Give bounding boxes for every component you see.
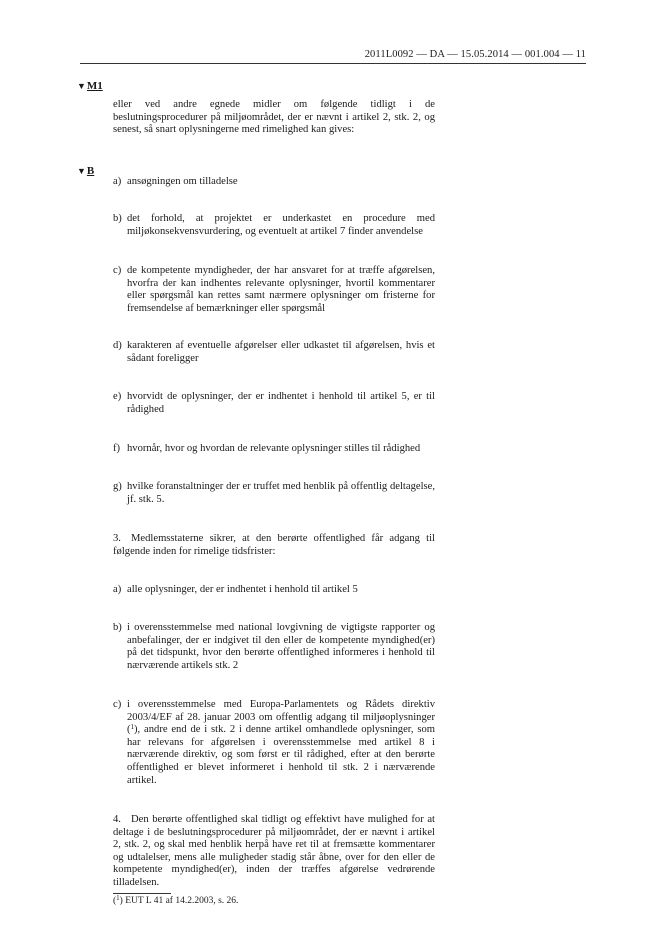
footnote-reference[interactable]: 1 bbox=[130, 723, 135, 732]
amendment-marker-b bbox=[77, 165, 94, 177]
list-label: e) bbox=[113, 391, 122, 402]
list-text: hvilke foranstaltninger der er truffet med henblik på offentlig deltagelse, jf. stk. 5. bbox=[127, 481, 435, 505]
list-label: d) bbox=[113, 340, 122, 351]
list-text: de kompetente myndigheder, der har ansvaret for at træffe afgørelsen, hvorfra der kan indhentes relevante oplysninger, hvortil kommentarer eller spørgsmål kan rettes samt nærmere oplysninger om fristerne for fremsendelse af bemærkninger eller spørgsmål bbox=[127, 265, 435, 314]
paragraph-number: 4. bbox=[113, 814, 121, 825]
intro-paragraph: eller ved andre egnede midler om følgende tidligt i de beslutningsprocedurer på miljøområdet, der er nævnt i artikel 2, stk. 2, og senest, så snart oplysningerne med rimelighed kan gives: bbox=[113, 99, 435, 136]
footnote-open: ( bbox=[113, 896, 117, 906]
triangle-down-icon: ▼ bbox=[77, 81, 86, 91]
list-text: hvorvidt de oplysninger, der er indhentet i henhold til artikel 5, er til rådighed bbox=[127, 391, 435, 415]
list-text: alle oplysninger, der er indhentet i henhold til artikel 5 bbox=[127, 584, 358, 595]
list-label: b) bbox=[113, 213, 122, 224]
triangle-down-icon: ▼ bbox=[77, 166, 86, 176]
list-text bbox=[127, 699, 435, 787]
list-item-b bbox=[113, 213, 435, 238]
marker-code: B bbox=[86, 165, 95, 177]
list-text: det forhold, at projektet er underkastet en procedure med miljøkonsekvensvurdering, og eventuelt at artikel 7 finder anvendelse bbox=[127, 213, 435, 237]
list-item-d bbox=[113, 340, 435, 365]
list-text: i overensstemmelse med national lovgivning de vigtigste rapporter og anbefalinger, der er indgivet til den eller de kompetente myndighed(er) på det tidspunkt, hvor den berørte offentlighed informeres i henhold til nærværende artikels stk. 2 bbox=[127, 622, 435, 671]
footnote-close: ) bbox=[119, 896, 123, 906]
list-label: b) bbox=[113, 622, 122, 633]
paragraph-number: 3. bbox=[113, 533, 121, 544]
list-label: a) bbox=[113, 584, 122, 595]
list2-item-c bbox=[113, 699, 435, 787]
list-label: c) bbox=[113, 265, 122, 276]
list-label: a) bbox=[113, 176, 122, 187]
list-item-c bbox=[113, 265, 435, 315]
list-label: g) bbox=[113, 481, 122, 492]
text-part: ), andre end de i stk. 2 i denne artikel omhandlede oplysninger, som har relevans for afgørelsen i overensstemmelse med artikel 8 i nærværende direktiv, og som først er til rådighed, efter at den berørte offentlighed er blevet informeret i henhold til stk. 2 i nærværende artikel. bbox=[127, 724, 435, 786]
list-label: c) bbox=[113, 699, 122, 710]
paragraph-4 bbox=[113, 814, 435, 890]
marker-code: M1 bbox=[86, 80, 103, 92]
list-item-g bbox=[113, 481, 435, 506]
footnote-number: 1 bbox=[116, 894, 120, 902]
list-text: hvornår, hvor og hvordan de relevante oplysninger stilles til rådighed bbox=[127, 443, 421, 454]
list-item-e bbox=[113, 391, 435, 416]
list-item-a bbox=[113, 176, 435, 189]
list-text: karakteren af eventuelle afgørelser eller udkastet til afgørelsen, hvis et sådant foreligger bbox=[127, 340, 435, 364]
paragraph-text: Medlemsstaterne sikrer, at den berørte offentlighed får adgang til følgende inden for rimelige tidsfrister: bbox=[113, 533, 435, 557]
amendment-marker-m1 bbox=[77, 80, 103, 92]
paragraph-3 bbox=[113, 533, 435, 558]
footnote-rule bbox=[113, 893, 171, 894]
paragraph-text: Den berørte offentlighed skal tidligt og effektivt have mulighed for at deltage i de beslutningsprocedurer på miljøområdet, der er nævnt i artikel 2, stk. 2, og skal med henblik herpå have ret til at fremsætte kommentarer og udtalelser, mens alle muligheder stadig står åbne, over for den eller de kompetente myndighed(er), inden der træffes afgørelse vedrørende tilladelsen. bbox=[113, 814, 435, 888]
page-header: 2011L0092 — DA — 15.05.2014 — 001.004 — 11 bbox=[364, 49, 586, 60]
text-part: i overensstemmelse med Europa-Parlamentets og Rådets direktiv 2003/4/EF af 28. januar 2003 om offentlig adgang til miljøoplysninger ( bbox=[127, 699, 435, 736]
list-item-f bbox=[113, 443, 435, 456]
header-rule bbox=[80, 63, 586, 64]
list-label: f) bbox=[113, 443, 121, 454]
list2-item-a bbox=[113, 584, 435, 597]
list-text: ansøgningen om tilladelse bbox=[127, 176, 238, 187]
footnote bbox=[113, 896, 238, 906]
list2-item-b bbox=[113, 622, 435, 672]
footnote-text: EUT L 41 af 14.2.2003, s. 26. bbox=[125, 896, 239, 906]
